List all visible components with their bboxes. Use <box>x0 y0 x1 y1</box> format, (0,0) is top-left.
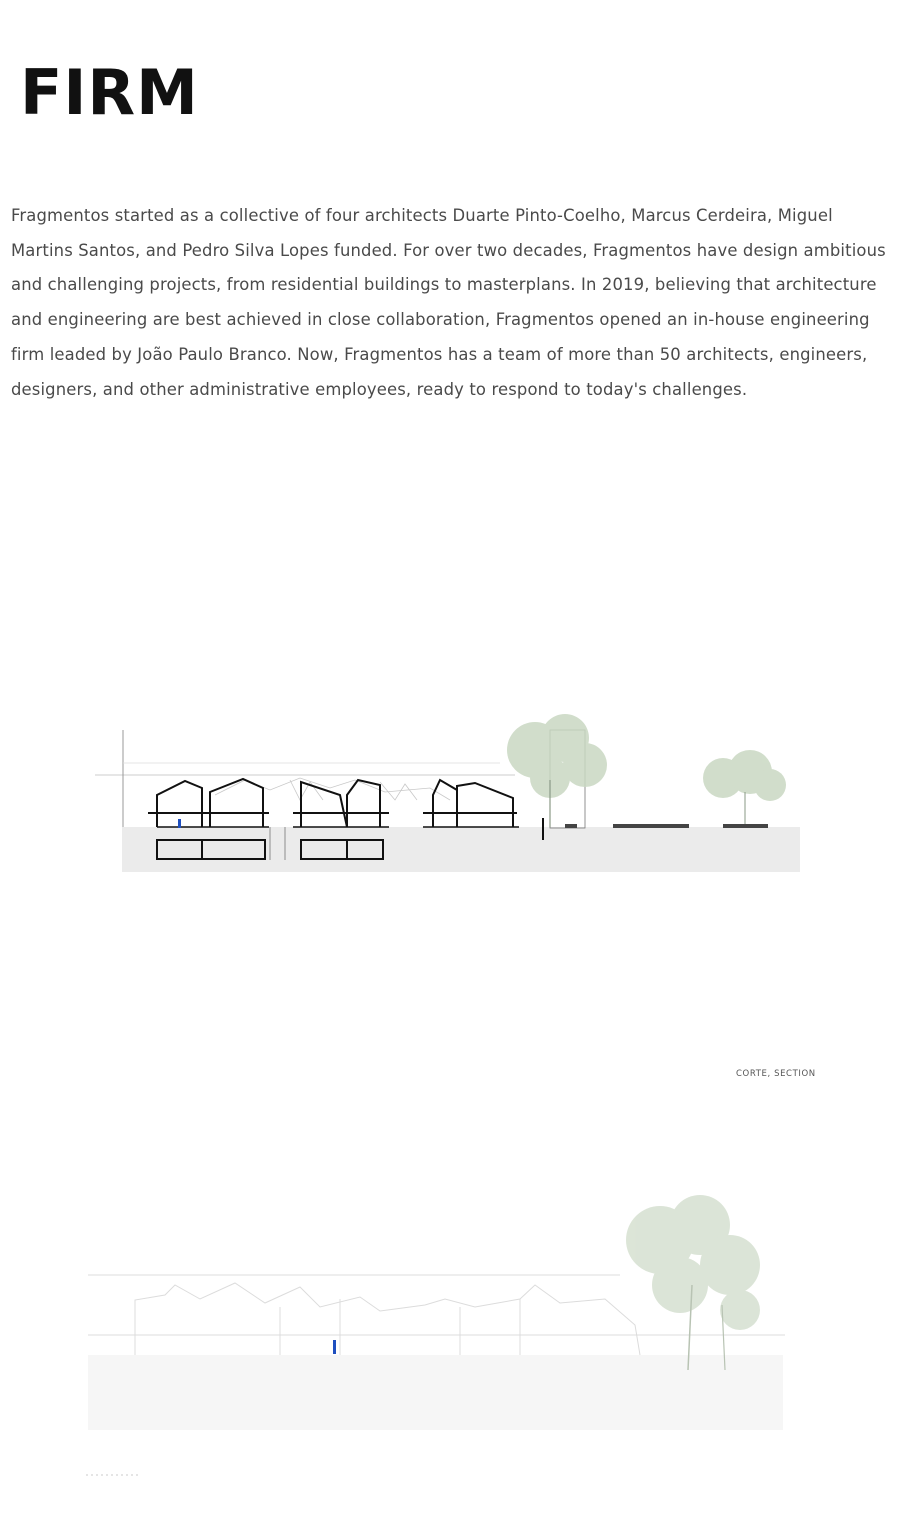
elevation-tree <box>626 1195 760 1330</box>
elevation-drawing <box>80 1195 800 1485</box>
elevation-person <box>333 1340 336 1354</box>
intro-paragraph: Fragmentos started as a collective of four architects Duarte Pinto-Coelho, Marcus Cerdeira, Miguel Martins Santos, and Pedro Silva Lopes funded. For over two decades, Fragmentos have design ambitious and challenging projects, from residential buildings to masterplans. In 2019, believing that architecture and engineering are best achieved in close collaboration, Fragmentos opened an in-house engineering firm leaded by João Paulo Branco. Now, Fragmentos has a team of more than 50 architects, engineers, designers, and other administrative employees, ready to respond to today's challenges. <box>11 206 886 399</box>
section-caption: CORTE, SECTION <box>736 1069 816 1079</box>
elevation-ground <box>88 1355 783 1430</box>
section-drawing <box>95 700 815 880</box>
person-figure <box>178 819 181 828</box>
page-title: FIRM <box>20 56 199 129</box>
tree-large <box>507 714 607 798</box>
ground-mass <box>122 827 800 872</box>
